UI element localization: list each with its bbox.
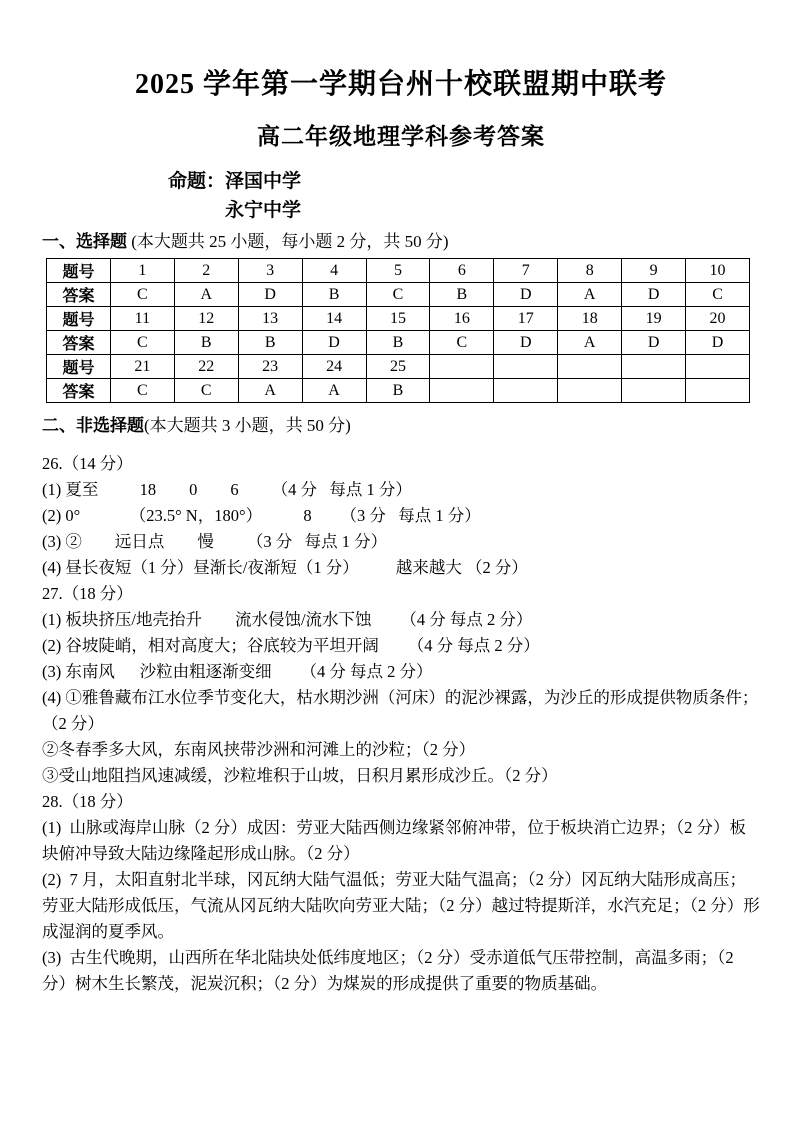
answer-cell [686,355,750,379]
answer-cell: D [494,283,558,307]
answer-cell: 20 [686,307,750,331]
answer-cell: A [302,379,366,403]
answer-cell: 11 [110,307,174,331]
answer-cell: 9 [622,259,686,283]
answer-cell: 19 [622,307,686,331]
answer-cell: 24 [302,355,366,379]
answer-cell: 8 [558,259,622,283]
answer-cell: 12 [174,307,238,331]
answer-cell: D [238,283,302,307]
answer-cell: A [558,283,622,307]
answer-line: (3) ② 远日点 慢 （3 分 每点 1 分） [42,532,388,551]
question-26-answer-lines [42,477,760,581]
answer-line: (2) 7 月，太阳直射北半球，冈瓦纳大陆气温低；劳亚大陆气温高；（2 分）冈瓦纳大陆形成高压；劳亚大陆形成低压，气流从冈瓦纳大陆吹向劳亚大陆；（2 分）越过特提斯洋，水汽充足；（2 分）形成湿润的夏季风。 [42,870,760,941]
answer-cell: 17 [494,307,558,331]
answer-cell: C [110,379,174,403]
proposer-line-1: 命题：泽国中学 [168,171,302,192]
section-free-heading [42,415,760,437]
answer-cell: 1 [110,259,174,283]
question-27 [42,581,760,789]
question-28-answer-lines [42,815,760,997]
answer-cell: C [686,283,750,307]
answer-cell: 25 [366,355,430,379]
section-free-title: 二、非选择题 [42,416,144,435]
section-free-note: (本大题共 3 小题，共 50 分) [144,416,351,435]
answer-cell: C [110,331,174,355]
question-number: 26.（14 分） [42,454,133,473]
proposer-block [168,167,760,225]
answer-cell: B [366,331,430,355]
question-27-answer-lines [42,607,760,789]
row-header-cell: 答案 [47,283,111,307]
section-choice-title: 一、选择题 [42,232,127,251]
answer-line: (2) 谷坡陡峭，相对高度大；谷底较为平坦开阔 （4 分 每点 2 分） [42,636,540,655]
answer-line: (1) 夏至 18 0 6 （4 分 每点 1 分） [42,480,412,499]
section-choice-heading [42,231,760,253]
answer-line: ③受山地阻挡风速减缓，沙粒堆积于山坡，日积月累形成沙丘。（2 分） [42,766,558,785]
answer-cell [430,379,494,403]
answer-line: (3) 古生代晚期，山西所在华北陆块处低纬度地区；（2 分）受赤道低气压带控制，高温多雨；（2 分）树木生长繁茂，泥炭沉积；（2 分）为煤炭的形成提供了重要的物质基础。 [42,948,738,993]
document-subtitle: 高二年级地理学科参考答案 [257,124,545,149]
answer-cell: A [238,379,302,403]
answer-cell: D [622,283,686,307]
table-row [47,283,750,307]
answer-cell: D [686,331,750,355]
answer-cell: C [430,331,494,355]
row-header-cell: 题号 [47,259,111,283]
row-header-cell: 题号 [47,355,111,379]
question-number: 28.（18 分） [42,792,133,811]
document-title: 2025 学年第一学期台州十校联盟期中联考 [134,69,667,100]
answer-cell: C [110,283,174,307]
answer-line: (2) 0° （23.5° N，180°） 8 （3 分 每点 1 分） [42,506,481,525]
table-row [47,355,750,379]
answer-line: (1) 板块挤压/地壳抬升 流水侵蚀/流水下蚀 （4 分 每点 2 分） [42,610,533,629]
proposer-line-2: 永宁中学 [225,200,302,221]
table-row [47,259,750,283]
answer-cell [558,379,622,403]
answer-cell: B [238,331,302,355]
answer-cell: 7 [494,259,558,283]
answer-cell: A [558,331,622,355]
answer-cell: A [174,283,238,307]
answer-cell: 15 [366,307,430,331]
answer-cell: 6 [430,259,494,283]
answer-line: (3) 东南风 沙粒由粗逐渐变细 （4 分 每点 2 分） [42,662,433,681]
question-28 [42,789,760,997]
answer-cell: D [302,331,366,355]
row-header-cell: 答案 [47,331,111,355]
question-26 [42,451,760,581]
answer-line: (1) 山脉或海岸山脉（2 分）成因：劳亚大陆西侧边缘紧邻俯冲带，位于板块消亡边界；（2 分）板块俯冲导致大陆边缘隆起形成山脉。（2 分） [42,818,746,863]
row-header-cell: 答案 [47,379,111,403]
answer-cell [430,355,494,379]
answer-cell: 5 [366,259,430,283]
answer-line: (4) ①雅鲁藏布江水位季节变化大，枯水期沙洲（河床）的泥沙裸露，为沙丘的形成提供物质条件；（2 分） [42,688,759,733]
answer-cell: C [366,283,430,307]
table-row [47,379,750,403]
row-header-cell: 题号 [47,307,111,331]
answer-table-body [47,259,750,403]
answer-cell: 22 [174,355,238,379]
answer-cell: C [174,379,238,403]
question-number: 27.（18 分） [42,584,133,603]
answer-cell: 10 [686,259,750,283]
answer-cell: 16 [430,307,494,331]
answer-cell: 21 [110,355,174,379]
answer-cell: B [302,283,366,307]
answer-cell: B [366,379,430,403]
answer-cell [558,355,622,379]
answer-cell [622,379,686,403]
answer-cell: 14 [302,307,366,331]
table-row [47,331,750,355]
answer-cell: B [430,283,494,307]
answer-cell: D [494,331,558,355]
table-row [47,307,750,331]
answer-cell: 13 [238,307,302,331]
answer-line: (4) 昼长夜短（1 分）昼渐长/夜渐短（1 分） 越来越大 （2 分） [42,558,528,577]
answer-cell: 2 [174,259,238,283]
answer-cell [494,355,558,379]
answer-cell: 3 [238,259,302,283]
free-response-answers [42,451,760,997]
answer-cell [622,355,686,379]
answer-table [46,258,750,403]
answer-cell [686,379,750,403]
answer-cell [494,379,558,403]
answer-cell: 23 [238,355,302,379]
section-choice-note: (本大题共 25 小题，每小题 2 分，共 50 分) [127,232,449,251]
answer-cell: 18 [558,307,622,331]
answer-cell: 4 [302,259,366,283]
answer-line: ②冬春季多大风，东南风挟带沙洲和河滩上的沙粒；（2 分） [42,740,476,759]
answer-cell: B [174,331,238,355]
answer-cell: D [622,331,686,355]
